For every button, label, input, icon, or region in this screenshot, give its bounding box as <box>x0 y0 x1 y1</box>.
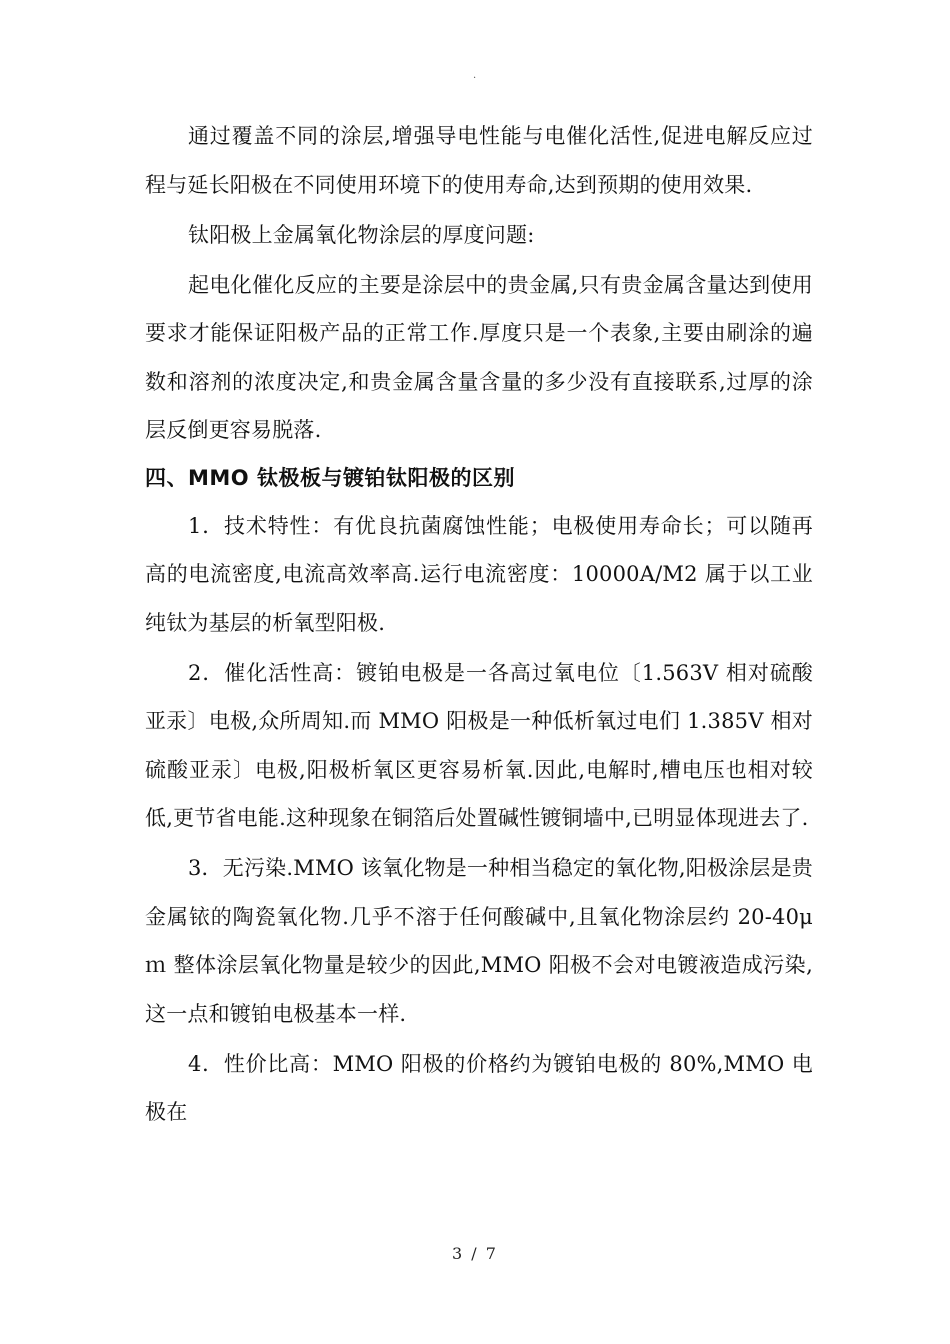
document-body <box>145 112 813 1137</box>
page-number: 3 / 7 <box>452 1244 498 1263</box>
header-mark: . <box>473 70 477 81</box>
paragraph-coating-purpose: 通过覆盖不同的涂层,增强导电性能与电催化活性,促进电解反应过程与延长阳极在不同使用环境下的使用寿命,达到预期的使用效果. <box>145 124 813 197</box>
paragraph-item-3: 3．无污染.MMO 该氧化物是一种相当稳定的氧化物,阳极涂层是贵金属铱的陶瓷氧化物.几乎不溶于任何酸碱中,且氧化物涂层约 20-40μｍ 整体涂层氧化物量是较少的因此,MMO 阳极不会对电镀液造成污染,这一点和镀铂电极基本一样. <box>145 856 814 1026</box>
paragraph-thickness-answer: 起电化催化反应的主要是涂层中的贵金属,只有贵金属含量达到使用要求才能保证阳极产品的正常工作.厚度只是一个表象,主要由刷涂的遍数和溶剂的浓度决定,和贵金属含量含量的多少没有直接联系,过厚的涂层反倒更容易脱落. <box>145 272 813 442</box>
paragraph-thickness-question: 钛阳极上金属氧化物涂层的厚度问题: <box>188 222 535 247</box>
paragraph-item-1: 1．技术特性：有优良抗菌腐蚀性能；电极使用寿命长；可以随再高的电流密度,电流高效率高.运行电流密度：10000A/M2 属于以工业纯钛为基层的析氧型阳极. <box>145 513 813 635</box>
paragraph-item-4: 4．性价比高：MMO 阳极的价格约为镀铂电极的 80%,MMO 电极在 <box>145 1051 813 1124</box>
paragraph-item-2: 2．催化活性高：镀铂电极是一各高过氧电位〔1.563V 相对硫酸亚汞〕电极,众所周知.而 MMO 阳极是一种低析氧过电们 1.385V 相对硫酸亚汞〕电极,阳极析氧区更容易析氧.因此,电解时,槽电压也相对较低,更节省电能.这种现象在铜箔后处置碱性镀铜墙中,已明显体现进去了. <box>145 660 813 830</box>
section-heading: 四、MMO 钛极板与镀铂钛阳极的区别 <box>145 465 515 490</box>
